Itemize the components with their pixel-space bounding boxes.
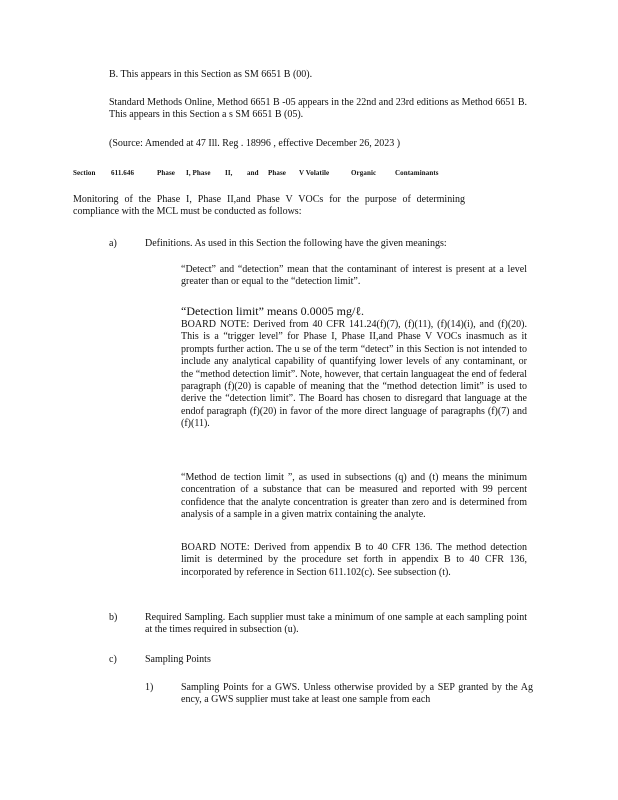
- definitions-title: Definitions. As used in this Section the following have the given meanings:: [145, 238, 447, 249]
- definition-method-detection-limit: “Method de tection limit ”, as used in subsections (q) and (t) means the minimum concentration of a substance that can be measured and reported with 99 percent confidence that the analyte concentration is greater than zero and is determined from analysis of a sample in a given matrix containing the analyte.: [181, 472, 527, 521]
- heading-section-number: 611.646: [111, 169, 135, 177]
- heading-section-word: Section: [73, 169, 96, 177]
- board-note-method-detection-limit: BOARD NOTE: Derived from appendix B to 40 CFR 136. The method detection limit is determined by the procedure set forth in appendix B to 40 CFR 136, incorporated by reference in Section 611.102(c). See subsection (t).: [181, 542, 527, 578]
- item-marker-c1: 1): [145, 682, 154, 693]
- sampling-points-gws-paragraph: Sampling Points for a GWS. Unless otherwise provided by a SEP granted by the Ag ency, a GWS supplier must take at least one sample from each: [181, 682, 533, 706]
- section-heading: [73, 167, 543, 179]
- sampling-points-title: Sampling Points: [145, 654, 211, 665]
- item-marker-b: b): [109, 612, 118, 623]
- heading-word: V Volatile: [299, 169, 330, 177]
- intro-paragraph: Monitoring of the Phase I, Phase II,and Phase V VOCs for the purpose of determining compliance with the MCL must be conducted as follows:: [73, 194, 465, 218]
- heading-word: and: [247, 169, 259, 177]
- required-sampling-paragraph: Required Sampling. Each supplier must take a minimum of one sample at each sampling point at the times required in subsection (u).: [145, 612, 527, 636]
- heading-word: Phase: [268, 169, 286, 177]
- paragraph-sm-6651-b-00: B. This appears in this Section as SM 6651 B (00).: [109, 69, 313, 80]
- paragraph-standard-methods-online: Standard Methods Online, Method 6651 B -05 appears in the 22nd and 23rd editions as Method 6651 B. This appears in this Section a s SM 6651 B (05).: [109, 97, 527, 121]
- source-note: (Source: Amended at 47 Ill. Reg . 18996 , effective December 26, 2023 ): [109, 138, 401, 149]
- definition-detect: “Detect” and “detection” mean that the contaminant of interest is present at a level greater than or equal to the “detection limit”.: [181, 264, 527, 288]
- heading-word: Phase: [157, 169, 175, 177]
- item-marker-a: a): [109, 238, 117, 249]
- heading-word: I, Phase: [186, 169, 211, 177]
- definition-detection-limit: “Detection limit” means 0.0005 mg/ℓ.: [181, 304, 365, 318]
- heading-word: Organic: [351, 169, 377, 177]
- item-marker-c: c): [109, 654, 117, 665]
- heading-word: Contaminants: [395, 169, 439, 177]
- heading-word: II,: [225, 169, 233, 177]
- board-note-detection-limit: BOARD NOTE: Derived from 40 CFR 141.24(f)(7), (f)(11), (f)(14)(i), and (f)(20). This is a “trigger level” for Phase I, Phase II,and Phase V VOCs inasmuch as it prompts further action. The u se of the term “detect” in this Section is not intended to include any analytical capability of quantifying lower levels of any contaminant, or the “method detection limit”. Note, however, that certain languageat the end of federal paragraph (f)(20) is capable of meaning that the “method detection limit” is used to derive the “detection limit”. The Board has chosen to disregard that language at the endof paragraph (f)(20) in favor of the more direct language of paragraphs (f)(7) and (f)(11).: [181, 319, 527, 430]
